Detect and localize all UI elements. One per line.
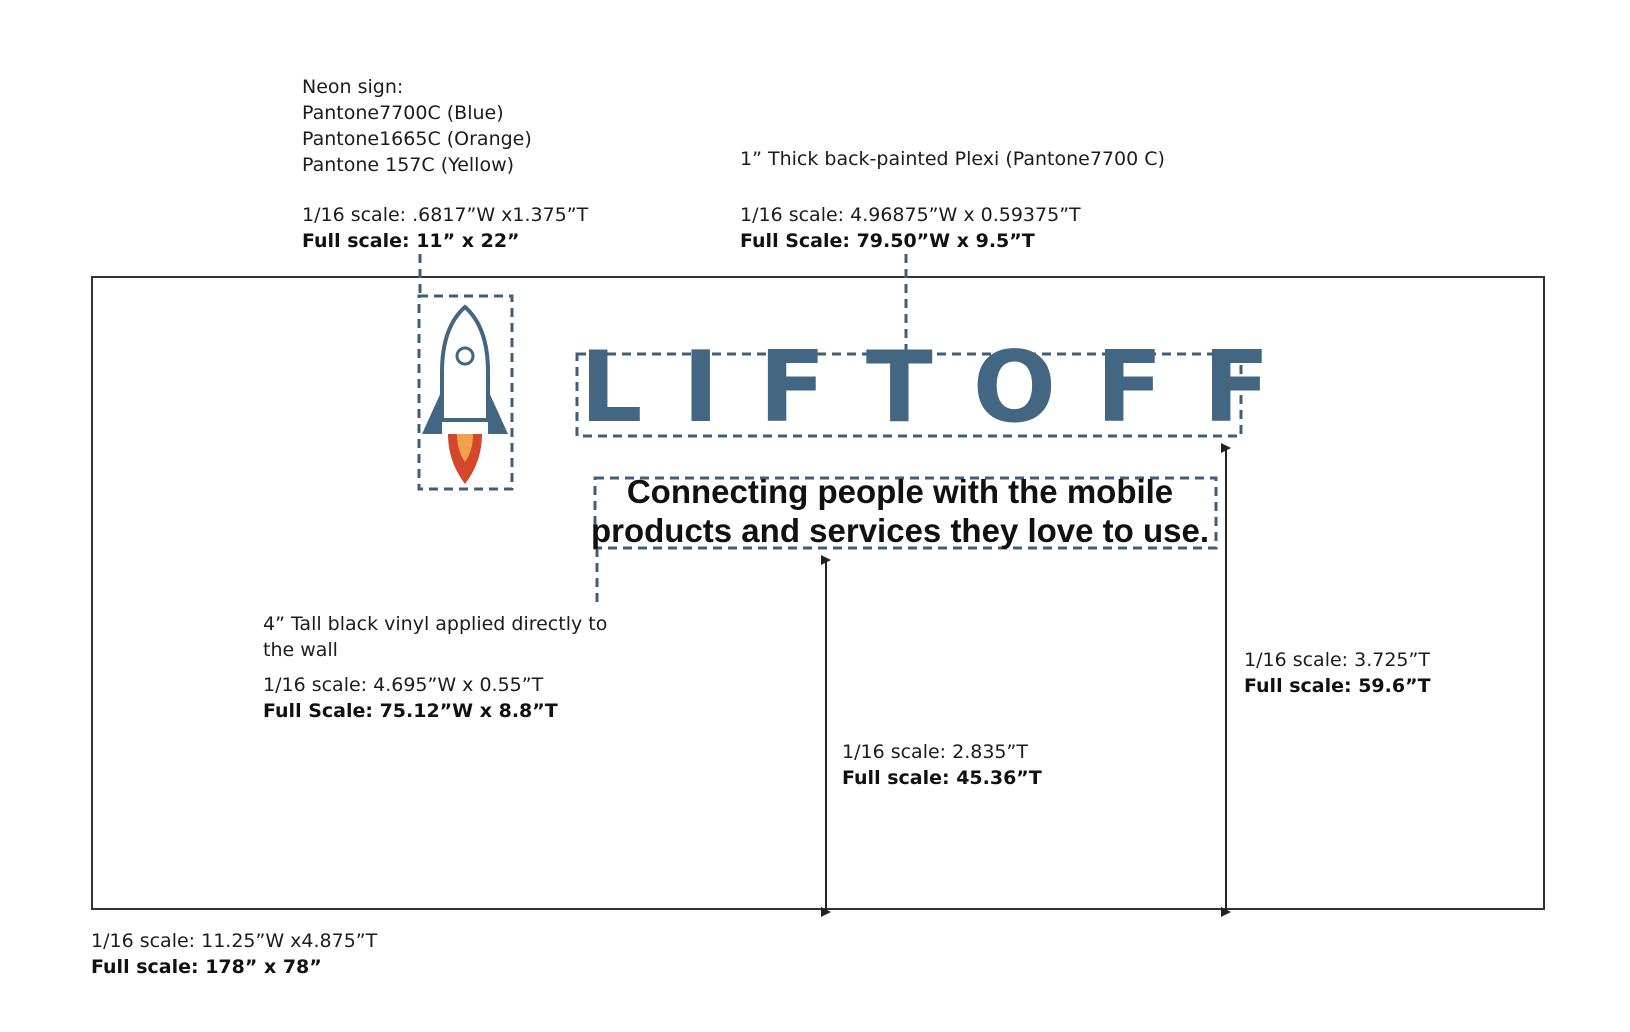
neon-sign-line: Pantone1665C (Orange) [302, 128, 532, 150]
vinyl-scale [263, 672, 558, 724]
neon-sign-scale-small: 1/16 scale: .6817”W x1.375”T [302, 204, 589, 226]
neon-sign-line: Pantone7700C (Blue) [302, 102, 504, 124]
rocket-icon [422, 307, 508, 484]
wall-scale-small: 1/16 scale: 11.25”W x4.875”T [91, 930, 378, 952]
neon-sign-scale-full: Full scale: 11” x 22” [302, 230, 520, 252]
vinyl-scale-small: 1/16 scale: 4.695”W x 0.55”T [263, 674, 544, 696]
tagline-height-full: Full scale: 45.36”T [842, 767, 1042, 789]
tagline-height-small: 1/16 scale: 2.835”T [842, 741, 1028, 763]
tagline-line: Connecting people with the mobile [626, 473, 1174, 510]
vinyl-note [263, 611, 607, 663]
logo-height-note [1244, 647, 1431, 699]
tagline-height-note [842, 739, 1042, 791]
wall-size-note [91, 928, 377, 980]
logo-height-full: Full scale: 59.6”T [1244, 675, 1431, 697]
liftoff-wordmark: LIFTOFF [580, 331, 1310, 445]
wall-scale-full: Full scale: 178” x 78” [91, 956, 322, 978]
tagline-line: products and services they love to use. [590, 512, 1210, 549]
tagline [590, 472, 1210, 550]
plexi-scale-small: 1/16 scale: 4.96875”W x 0.59375”T [740, 204, 1081, 226]
neon-sign-line: Pantone 157C (Yellow) [302, 154, 515, 176]
plexi-title: 1” Thick back-painted Plexi (Pantone7700 C) [740, 148, 1165, 170]
vinyl-line: 4” Tall black vinyl applied directly to [263, 613, 608, 635]
logo-height-small: 1/16 scale: 3.725”T [1244, 649, 1430, 671]
vinyl-line: the wall [263, 639, 338, 661]
vinyl-scale-full: Full Scale: 75.12”W x 8.8”T [263, 700, 558, 722]
neon-sign-line: Neon sign: [302, 76, 404, 98]
plexi-scale-full: Full Scale: 79.50”W x 9.5”T [740, 230, 1035, 252]
